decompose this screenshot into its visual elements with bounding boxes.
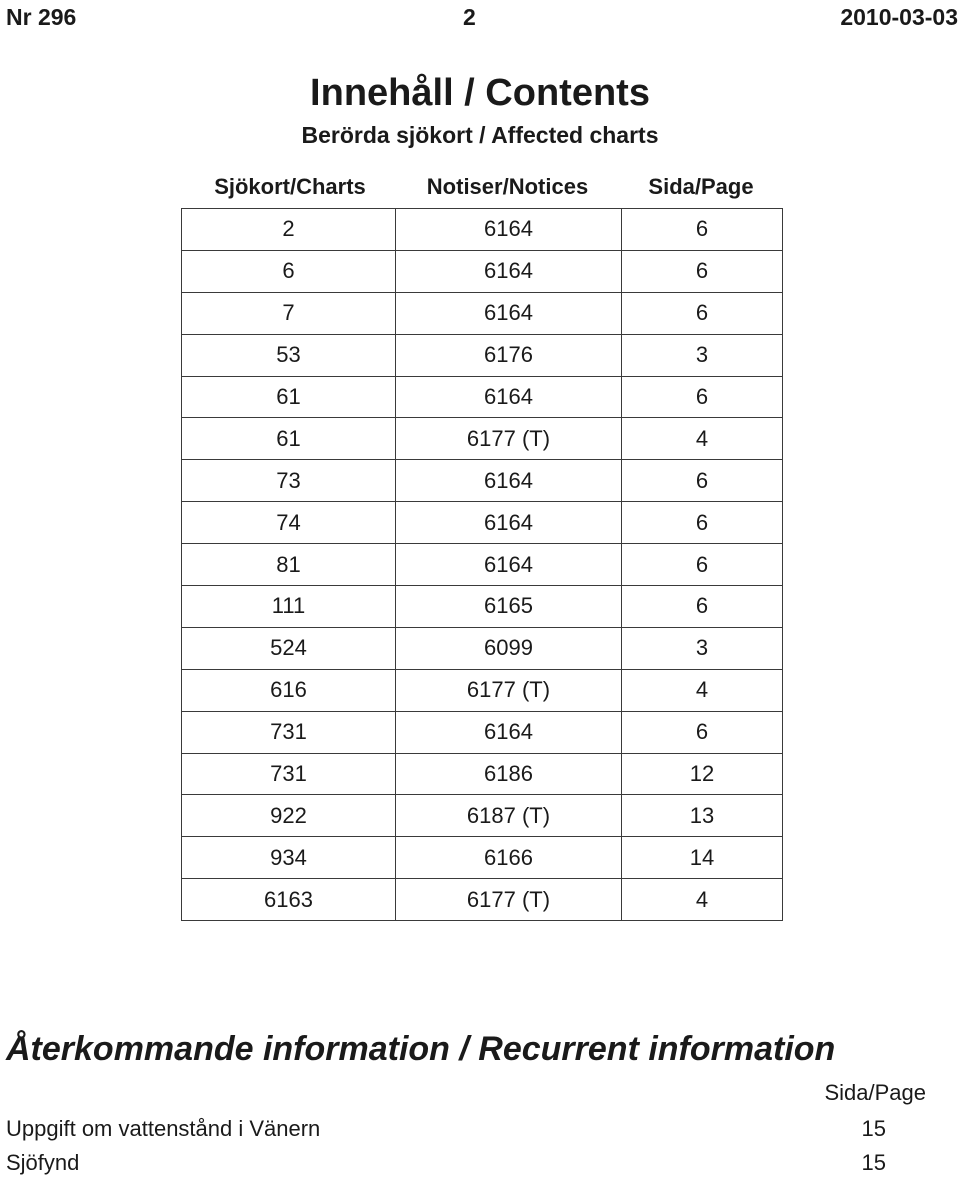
cell-page: 4 xyxy=(622,669,783,711)
cell-page: 6 xyxy=(622,250,783,292)
cell-page: 6 xyxy=(622,586,783,628)
cell-page: 6 xyxy=(622,376,783,418)
cell-chart: 7 xyxy=(182,292,396,334)
cell-page: 14 xyxy=(622,837,783,879)
table-row xyxy=(182,586,783,628)
cell-page: 4 xyxy=(622,418,783,460)
cell-chart: 616 xyxy=(182,669,396,711)
cell-notice: 6164 xyxy=(396,544,622,586)
cell-page: 12 xyxy=(622,753,783,795)
table-row xyxy=(182,544,783,586)
cell-chart: 6 xyxy=(182,250,396,292)
cell-notice: 6099 xyxy=(396,627,622,669)
page-number: 2 xyxy=(463,4,476,30)
table-row xyxy=(182,669,783,711)
cell-page: 6 xyxy=(622,502,783,544)
cell-chart: 61 xyxy=(182,418,396,460)
cell-notice: 6176 xyxy=(396,334,622,376)
table-row xyxy=(182,376,783,418)
issue-number: Nr 296 xyxy=(6,4,77,30)
table-row xyxy=(182,711,783,753)
table-row xyxy=(182,753,783,795)
page-subtitle: Berörda sjökort / Affected charts xyxy=(301,122,659,148)
cell-notice: 6177 (T) xyxy=(396,418,622,460)
column-header-page: Sida/Page xyxy=(648,174,754,199)
cell-chart: 731 xyxy=(182,711,396,753)
cell-notice: 6164 xyxy=(396,209,622,251)
cell-page: 6 xyxy=(622,209,783,251)
table-row xyxy=(182,502,783,544)
table-row xyxy=(182,627,783,669)
cell-chart: 74 xyxy=(182,502,396,544)
affected-charts-table xyxy=(181,208,783,921)
recurrent-item-page: 15 xyxy=(861,1116,886,1141)
cell-page: 3 xyxy=(622,627,783,669)
cell-notice: 6177 (T) xyxy=(396,879,622,921)
table-row xyxy=(182,209,783,251)
cell-notice: 6177 (T) xyxy=(396,669,622,711)
cell-notice: 6164 xyxy=(396,292,622,334)
cell-notice: 6165 xyxy=(396,586,622,628)
cell-notice: 6186 xyxy=(396,753,622,795)
page-title: Innehåll / Contents xyxy=(310,72,650,114)
recurrent-page-header: Sida/Page xyxy=(824,1080,926,1105)
cell-page: 6 xyxy=(622,544,783,586)
cell-chart: 731 xyxy=(182,753,396,795)
cell-chart: 81 xyxy=(182,544,396,586)
cell-page: 6 xyxy=(622,711,783,753)
cell-chart: 73 xyxy=(182,460,396,502)
cell-notice: 6164 xyxy=(396,502,622,544)
table-row xyxy=(182,795,783,837)
table-row xyxy=(182,250,783,292)
cell-chart: 922 xyxy=(182,795,396,837)
cell-chart: 524 xyxy=(182,627,396,669)
cell-chart: 111 xyxy=(182,586,396,628)
cell-chart: 61 xyxy=(182,376,396,418)
cell-page: 3 xyxy=(622,334,783,376)
table-row xyxy=(182,292,783,334)
recurrent-item-page: 15 xyxy=(861,1150,886,1175)
table-row xyxy=(182,837,783,879)
cell-page: 13 xyxy=(622,795,783,837)
table-row xyxy=(182,334,783,376)
cell-page: 6 xyxy=(622,292,783,334)
cell-page: 4 xyxy=(622,879,783,921)
cell-notice: 6166 xyxy=(396,837,622,879)
cell-page: 6 xyxy=(622,460,783,502)
table-row xyxy=(182,879,783,921)
table-row xyxy=(182,418,783,460)
recurrent-item-label: Uppgift om vattenstånd i Vänern xyxy=(6,1116,321,1141)
affected-charts-table-body xyxy=(182,209,783,921)
cell-notice: 6164 xyxy=(396,460,622,502)
cell-notice: 6164 xyxy=(396,250,622,292)
issue-date: 2010-03-03 xyxy=(840,4,958,30)
recurrent-item-label: Sjöfynd xyxy=(6,1150,80,1175)
cell-notice: 6164 xyxy=(396,711,622,753)
cell-chart: 6163 xyxy=(182,879,396,921)
cell-chart: 934 xyxy=(182,837,396,879)
table-row xyxy=(182,460,783,502)
cell-chart: 53 xyxy=(182,334,396,376)
cell-chart: 2 xyxy=(182,209,396,251)
column-header-notices: Notiser/Notices xyxy=(426,174,589,199)
cell-notice: 6164 xyxy=(396,376,622,418)
cell-notice: 6187 (T) xyxy=(396,795,622,837)
recurrent-info-title: Återkommande information / Recurrent information xyxy=(6,1030,836,1068)
column-header-charts: Sjökort/Charts xyxy=(214,174,366,199)
